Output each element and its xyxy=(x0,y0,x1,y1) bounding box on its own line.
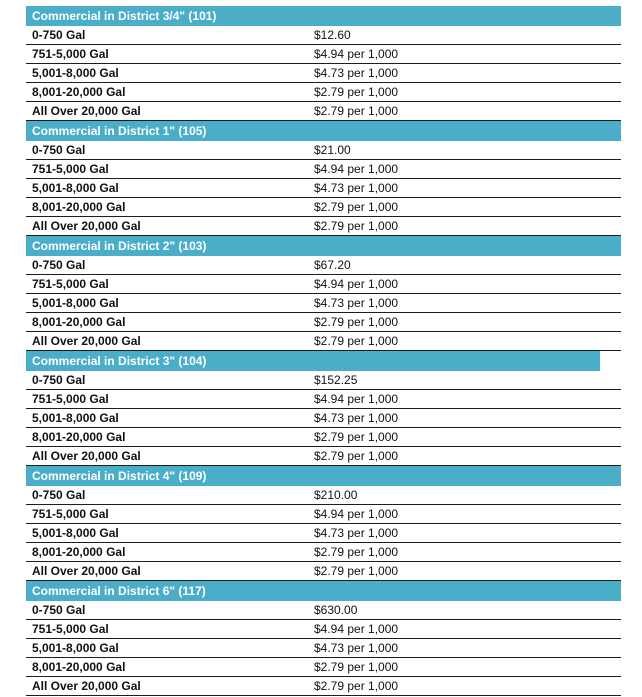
usage-tier: 751-5,000 Gal xyxy=(26,275,311,294)
rate-row xyxy=(26,332,621,351)
usage-tier: 8,001-20,000 Gal xyxy=(26,198,311,217)
usage-tier: 8,001-20,000 Gal xyxy=(26,83,311,102)
rate-value: $4.73 per 1,000 xyxy=(311,409,621,428)
usage-tier: 8,001-20,000 Gal xyxy=(26,543,311,562)
rate-row xyxy=(26,486,621,505)
rate-value: $4.94 per 1,000 xyxy=(311,275,621,294)
rate-row xyxy=(26,543,621,562)
rate-row xyxy=(26,256,621,275)
rate-row xyxy=(26,160,621,179)
section-title: Commercial in District 3" (104) xyxy=(26,351,311,372)
rate-value: $4.73 per 1,000 xyxy=(311,294,621,313)
rate-row xyxy=(26,217,621,236)
rate-row xyxy=(26,447,621,466)
section-header-district-1-inch xyxy=(26,121,621,142)
usage-tier: 751-5,000 Gal xyxy=(26,620,311,639)
rate-value: $2.79 per 1,000 xyxy=(311,447,621,466)
section-header-district-6-inch xyxy=(26,581,621,602)
rate-row xyxy=(26,198,621,217)
rate-row xyxy=(26,620,621,639)
section-header-district-3-inch xyxy=(26,351,621,372)
rate-row xyxy=(26,294,621,313)
rate-value: $2.79 per 1,000 xyxy=(311,677,621,696)
usage-tier: 5,001-8,000 Gal xyxy=(26,639,311,658)
section-header-blank-cell xyxy=(311,236,621,257)
rate-value: $210.00 xyxy=(311,486,621,505)
rate-value: $4.73 per 1,000 xyxy=(311,179,621,198)
rate-value: $2.79 per 1,000 xyxy=(311,83,621,102)
rate-row xyxy=(26,26,621,45)
usage-tier: 8,001-20,000 Gal xyxy=(26,313,311,332)
usage-tier: 751-5,000 Gal xyxy=(26,45,311,64)
usage-tier: 0-750 Gal xyxy=(26,601,311,620)
usage-tier: 751-5,000 Gal xyxy=(26,160,311,179)
commercial-water-rate-table xyxy=(26,6,621,696)
usage-tier: All Over 20,000 Gal xyxy=(26,562,311,581)
rate-value: $152.25 xyxy=(311,371,621,390)
rate-row xyxy=(26,390,621,409)
usage-tier: 0-750 Gal xyxy=(26,141,311,160)
rate-value: $4.94 per 1,000 xyxy=(311,390,621,409)
usage-tier: 0-750 Gal xyxy=(26,26,311,45)
rate-value: $4.73 per 1,000 xyxy=(311,64,621,83)
section-header-district-2-inch xyxy=(26,236,621,257)
rate-value: $4.94 per 1,000 xyxy=(311,620,621,639)
rate-value: $4.94 per 1,000 xyxy=(311,45,621,64)
rate-row xyxy=(26,45,621,64)
usage-tier: 751-5,000 Gal xyxy=(26,505,311,524)
rate-row xyxy=(26,601,621,620)
rate-row xyxy=(26,83,621,102)
rate-row xyxy=(26,64,621,83)
section-title: Commercial in District 6" (117) xyxy=(26,581,311,602)
section-header-district-4-inch xyxy=(26,466,621,487)
section-header-blank-cell xyxy=(311,351,621,372)
rate-value: $4.73 per 1,000 xyxy=(311,524,621,543)
usage-tier: 5,001-8,000 Gal xyxy=(26,64,311,83)
rate-row xyxy=(26,562,621,581)
rate-value: $4.94 per 1,000 xyxy=(311,505,621,524)
rate-row xyxy=(26,313,621,332)
section-title: Commercial in District 4" (109) xyxy=(26,466,311,487)
rate-row xyxy=(26,658,621,677)
section-header-district-3-4-inch xyxy=(26,6,621,26)
rate-value: $21.00 xyxy=(311,141,621,160)
rate-value: $2.79 per 1,000 xyxy=(311,217,621,236)
usage-tier: 0-750 Gal xyxy=(26,371,311,390)
section-title: Commercial in District 1" (105) xyxy=(26,121,311,142)
usage-tier: 0-750 Gal xyxy=(26,256,311,275)
usage-tier: All Over 20,000 Gal xyxy=(26,217,311,236)
usage-tier: 8,001-20,000 Gal xyxy=(26,428,311,447)
rate-value: $2.79 per 1,000 xyxy=(311,198,621,217)
usage-tier: 5,001-8,000 Gal xyxy=(26,179,311,198)
rate-value: $67.20 xyxy=(311,256,621,275)
section-header-blank-cell xyxy=(311,121,621,142)
rate-row xyxy=(26,428,621,447)
rate-value: $2.79 per 1,000 xyxy=(311,102,621,121)
rate-value: $2.79 per 1,000 xyxy=(311,562,621,581)
section-header-blank-cell xyxy=(311,6,621,26)
rate-value: $12.60 xyxy=(311,26,621,45)
section-title: Commercial in District 2" (103) xyxy=(26,236,311,257)
usage-tier: All Over 20,000 Gal xyxy=(26,677,311,696)
rate-table-body xyxy=(26,6,621,696)
rate-row xyxy=(26,505,621,524)
usage-tier: 5,001-8,000 Gal xyxy=(26,294,311,313)
rate-value: $4.73 per 1,000 xyxy=(311,639,621,658)
usage-tier: 0-750 Gal xyxy=(26,486,311,505)
rate-row xyxy=(26,371,621,390)
rate-value: $630.00 xyxy=(311,601,621,620)
rate-value: $2.79 per 1,000 xyxy=(311,658,621,677)
rate-row xyxy=(26,409,621,428)
rate-value: $4.94 per 1,000 xyxy=(311,160,621,179)
rate-value: $2.79 per 1,000 xyxy=(311,543,621,562)
usage-tier: 751-5,000 Gal xyxy=(26,390,311,409)
usage-tier: All Over 20,000 Gal xyxy=(26,447,311,466)
rate-value: $2.79 per 1,000 xyxy=(311,332,621,351)
section-header-blank-cell xyxy=(311,466,621,487)
usage-tier: 8,001-20,000 Gal xyxy=(26,658,311,677)
rate-row xyxy=(26,179,621,198)
rate-row xyxy=(26,275,621,294)
usage-tier: All Over 20,000 Gal xyxy=(26,332,311,351)
rate-row xyxy=(26,639,621,658)
rate-row xyxy=(26,677,621,696)
section-header-blank-cell xyxy=(311,581,621,602)
rate-row xyxy=(26,524,621,543)
usage-tier: 5,001-8,000 Gal xyxy=(26,524,311,543)
rate-value: $2.79 per 1,000 xyxy=(311,313,621,332)
rate-value: $2.79 per 1,000 xyxy=(311,428,621,447)
section-title: Commercial in District 3/4" (101) xyxy=(26,6,311,26)
usage-tier: All Over 20,000 Gal xyxy=(26,102,311,121)
rate-row xyxy=(26,102,621,121)
rate-row xyxy=(26,141,621,160)
usage-tier: 5,001-8,000 Gal xyxy=(26,409,311,428)
